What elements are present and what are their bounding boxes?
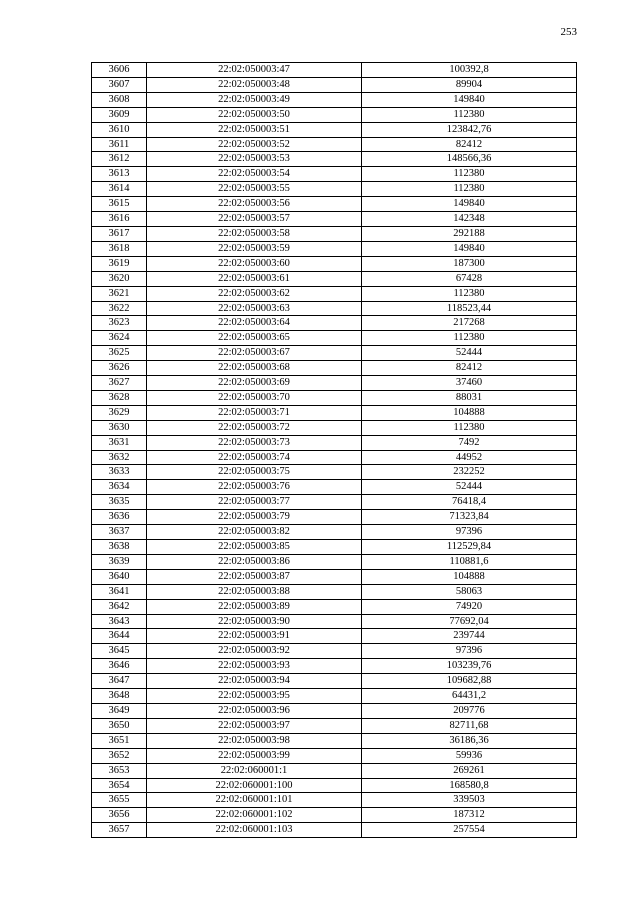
value-cell: 82412 [362,137,577,152]
page-number: 253 [560,26,577,38]
value-cell: 103239,76 [362,659,577,674]
cadastral-number-cell: 22:02:060001:100 [147,778,362,793]
cadastral-number-cell: 22:02:050003:64 [147,316,362,331]
value-cell: 269261 [362,763,577,778]
cadastral-number-cell: 22:02:050003:70 [147,390,362,405]
table-row [92,659,577,674]
value-cell: 149840 [362,241,577,256]
table-row [92,703,577,718]
table-row [92,390,577,405]
value-cell: 7492 [362,435,577,450]
value-cell: 339503 [362,793,577,808]
table-row [92,107,577,122]
table-row [92,525,577,540]
value-cell: 104888 [362,569,577,584]
row-number-cell: 3629 [92,405,147,420]
value-cell: 109682,88 [362,674,577,689]
value-cell: 209776 [362,703,577,718]
table-row [92,718,577,733]
value-cell: 239744 [362,629,577,644]
row-number-cell: 3627 [92,376,147,391]
cadastral-number-cell: 22:02:050003:99 [147,748,362,763]
table-row [92,420,577,435]
value-cell: 58063 [362,584,577,599]
cadastral-number-cell: 22:02:050003:56 [147,197,362,212]
cadastral-number-cell: 22:02:050003:91 [147,629,362,644]
value-cell: 52444 [362,346,577,361]
value-cell: 52444 [362,480,577,495]
row-number-cell: 3622 [92,301,147,316]
cadastral-number-cell: 22:02:050003:86 [147,554,362,569]
table-row [92,137,577,152]
value-cell: 88031 [362,390,577,405]
value-cell: 97396 [362,644,577,659]
table-row [92,241,577,256]
row-number-cell: 3607 [92,77,147,92]
value-cell: 97396 [362,525,577,540]
cadastral-number-cell: 22:02:050003:74 [147,450,362,465]
value-cell: 37460 [362,376,577,391]
row-number-cell: 3621 [92,286,147,301]
row-number-cell: 3641 [92,584,147,599]
table-row [92,77,577,92]
table-row [92,256,577,271]
value-cell: 142348 [362,212,577,227]
value-cell: 100392,8 [362,63,577,78]
cadastral-value-table [91,62,577,838]
cadastral-number-cell: 22:02:050003:87 [147,569,362,584]
row-number-cell: 3634 [92,480,147,495]
value-cell: 187312 [362,808,577,823]
row-number-cell: 3653 [92,763,147,778]
table-row [92,167,577,182]
table-row [92,182,577,197]
table-row [92,152,577,167]
table-row [92,823,577,838]
cadastral-number-cell: 22:02:050003:62 [147,286,362,301]
cadastral-number-cell: 22:02:050003:96 [147,703,362,718]
cadastral-number-cell: 22:02:050003:63 [147,301,362,316]
row-number-cell: 3624 [92,331,147,346]
table-row [92,808,577,823]
cadastral-number-cell: 22:02:050003:94 [147,674,362,689]
cadastral-number-cell: 22:02:050003:90 [147,614,362,629]
row-number-cell: 3631 [92,435,147,450]
table-row [92,63,577,78]
row-number-cell: 3626 [92,361,147,376]
row-number-cell: 3657 [92,823,147,838]
table-row [92,763,577,778]
cadastral-number-cell: 22:02:050003:51 [147,122,362,137]
cadastral-number-cell: 22:02:050003:92 [147,644,362,659]
cadastral-number-cell: 22:02:050003:75 [147,465,362,480]
cadastral-number-cell: 22:02:050003:67 [147,346,362,361]
row-number-cell: 3630 [92,420,147,435]
cadastral-number-cell: 22:02:050003:60 [147,256,362,271]
cadastral-number-cell: 22:02:050003:76 [147,480,362,495]
cadastral-number-cell: 22:02:050003:88 [147,584,362,599]
table-row [92,465,577,480]
row-number-cell: 3610 [92,122,147,137]
cadastral-number-cell: 22:02:050003:77 [147,495,362,510]
table-row [92,92,577,107]
cadastral-number-cell: 22:02:050003:59 [147,241,362,256]
cadastral-number-cell: 22:02:060001:101 [147,793,362,808]
cadastral-number-cell: 22:02:050003:82 [147,525,362,540]
row-number-cell: 3628 [92,390,147,405]
value-cell: 76418,4 [362,495,577,510]
value-cell: 77692,04 [362,614,577,629]
row-number-cell: 3623 [92,316,147,331]
value-cell: 187300 [362,256,577,271]
row-number-cell: 3638 [92,540,147,555]
value-cell: 112380 [362,286,577,301]
table-row [92,376,577,391]
value-cell: 36186,36 [362,733,577,748]
row-number-cell: 3643 [92,614,147,629]
cadastral-number-cell: 22:02:050003:97 [147,718,362,733]
row-number-cell: 3617 [92,226,147,241]
value-cell: 257554 [362,823,577,838]
value-cell: 118523,44 [362,301,577,316]
table-row [92,495,577,510]
row-number-cell: 3613 [92,167,147,182]
row-number-cell: 3642 [92,599,147,614]
value-cell: 82412 [362,361,577,376]
value-cell: 71323,84 [362,510,577,525]
table-row [92,301,577,316]
row-number-cell: 3608 [92,92,147,107]
cadastral-number-cell: 22:02:060001:1 [147,763,362,778]
cadastral-number-cell: 22:02:050003:53 [147,152,362,167]
row-number-cell: 3609 [92,107,147,122]
table-row [92,584,577,599]
row-number-cell: 3615 [92,197,147,212]
row-number-cell: 3645 [92,644,147,659]
value-cell: 64431,2 [362,689,577,704]
row-number-cell: 3635 [92,495,147,510]
value-cell: 44952 [362,450,577,465]
cadastral-number-cell: 22:02:050003:71 [147,405,362,420]
table-row [92,569,577,584]
row-number-cell: 3652 [92,748,147,763]
value-cell: 112529,84 [362,540,577,555]
table-row [92,793,577,808]
value-cell: 112380 [362,331,577,346]
value-cell: 112380 [362,107,577,122]
cadastral-number-cell: 22:02:050003:58 [147,226,362,241]
table-row [92,629,577,644]
value-cell: 168580,8 [362,778,577,793]
cadastral-number-cell: 22:02:050003:98 [147,733,362,748]
cadastral-number-cell: 22:02:050003:50 [147,107,362,122]
table-row [92,674,577,689]
value-cell: 74920 [362,599,577,614]
row-number-cell: 3656 [92,808,147,823]
row-number-cell: 3655 [92,793,147,808]
value-cell: 112380 [362,167,577,182]
cadastral-number-cell: 22:02:060001:103 [147,823,362,838]
table-row [92,733,577,748]
table-row [92,644,577,659]
table-row [92,480,577,495]
table-row [92,212,577,227]
table-row [92,271,577,286]
cadastral-number-cell: 22:02:050003:79 [147,510,362,525]
row-number-cell: 3647 [92,674,147,689]
row-number-cell: 3650 [92,718,147,733]
row-number-cell: 3619 [92,256,147,271]
table-row [92,614,577,629]
value-cell: 67428 [362,271,577,286]
value-cell: 292188 [362,226,577,241]
cadastral-number-cell: 22:02:050003:57 [147,212,362,227]
value-cell: 217268 [362,316,577,331]
row-number-cell: 3618 [92,241,147,256]
table-row [92,226,577,241]
cadastral-number-cell: 22:02:050003:54 [147,167,362,182]
table-row [92,778,577,793]
value-cell: 89904 [362,77,577,92]
value-cell: 149840 [362,197,577,212]
row-number-cell: 3616 [92,212,147,227]
value-cell: 232252 [362,465,577,480]
row-number-cell: 3632 [92,450,147,465]
row-number-cell: 3648 [92,689,147,704]
cadastral-number-cell: 22:02:050003:52 [147,137,362,152]
table-row [92,346,577,361]
table-row [92,405,577,420]
value-cell: 123842,76 [362,122,577,137]
table-row [92,122,577,137]
row-number-cell: 3636 [92,510,147,525]
table-row [92,197,577,212]
cadastral-number-cell: 22:02:050003:61 [147,271,362,286]
cadastral-number-cell: 22:02:060001:102 [147,808,362,823]
row-number-cell: 3614 [92,182,147,197]
table-body [92,63,577,838]
table-row [92,748,577,763]
table-row [92,689,577,704]
table-row [92,450,577,465]
row-number-cell: 3649 [92,703,147,718]
table-row [92,540,577,555]
table-row [92,435,577,450]
value-cell: 110881,6 [362,554,577,569]
cadastral-number-cell: 22:02:050003:72 [147,420,362,435]
table-row [92,554,577,569]
value-cell: 149840 [362,92,577,107]
cadastral-number-cell: 22:02:050003:89 [147,599,362,614]
cadastral-number-cell: 22:02:050003:47 [147,63,362,78]
table-row [92,599,577,614]
cadastral-number-cell: 22:02:050003:65 [147,331,362,346]
row-number-cell: 3646 [92,659,147,674]
table-row [92,361,577,376]
row-number-cell: 3644 [92,629,147,644]
table-row [92,510,577,525]
table-row [92,316,577,331]
value-cell: 148566,36 [362,152,577,167]
row-number-cell: 3640 [92,569,147,584]
row-number-cell: 3611 [92,137,147,152]
cadastral-number-cell: 22:02:050003:73 [147,435,362,450]
cadastral-number-cell: 22:02:050003:49 [147,92,362,107]
cadastral-number-cell: 22:02:050003:69 [147,376,362,391]
value-cell: 112380 [362,182,577,197]
table-row [92,331,577,346]
cadastral-number-cell: 22:02:050003:93 [147,659,362,674]
value-cell: 82711,68 [362,718,577,733]
cadastral-number-cell: 22:02:050003:55 [147,182,362,197]
value-cell: 112380 [362,420,577,435]
row-number-cell: 3633 [92,465,147,480]
row-number-cell: 3654 [92,778,147,793]
cadastral-number-cell: 22:02:050003:85 [147,540,362,555]
value-cell: 104888 [362,405,577,420]
table-row [92,286,577,301]
row-number-cell: 3639 [92,554,147,569]
cadastral-number-cell: 22:02:050003:95 [147,689,362,704]
row-number-cell: 3651 [92,733,147,748]
row-number-cell: 3637 [92,525,147,540]
value-cell: 59936 [362,748,577,763]
cadastral-number-cell: 22:02:050003:68 [147,361,362,376]
row-number-cell: 3620 [92,271,147,286]
row-number-cell: 3625 [92,346,147,361]
row-number-cell: 3606 [92,63,147,78]
row-number-cell: 3612 [92,152,147,167]
cadastral-number-cell: 22:02:050003:48 [147,77,362,92]
